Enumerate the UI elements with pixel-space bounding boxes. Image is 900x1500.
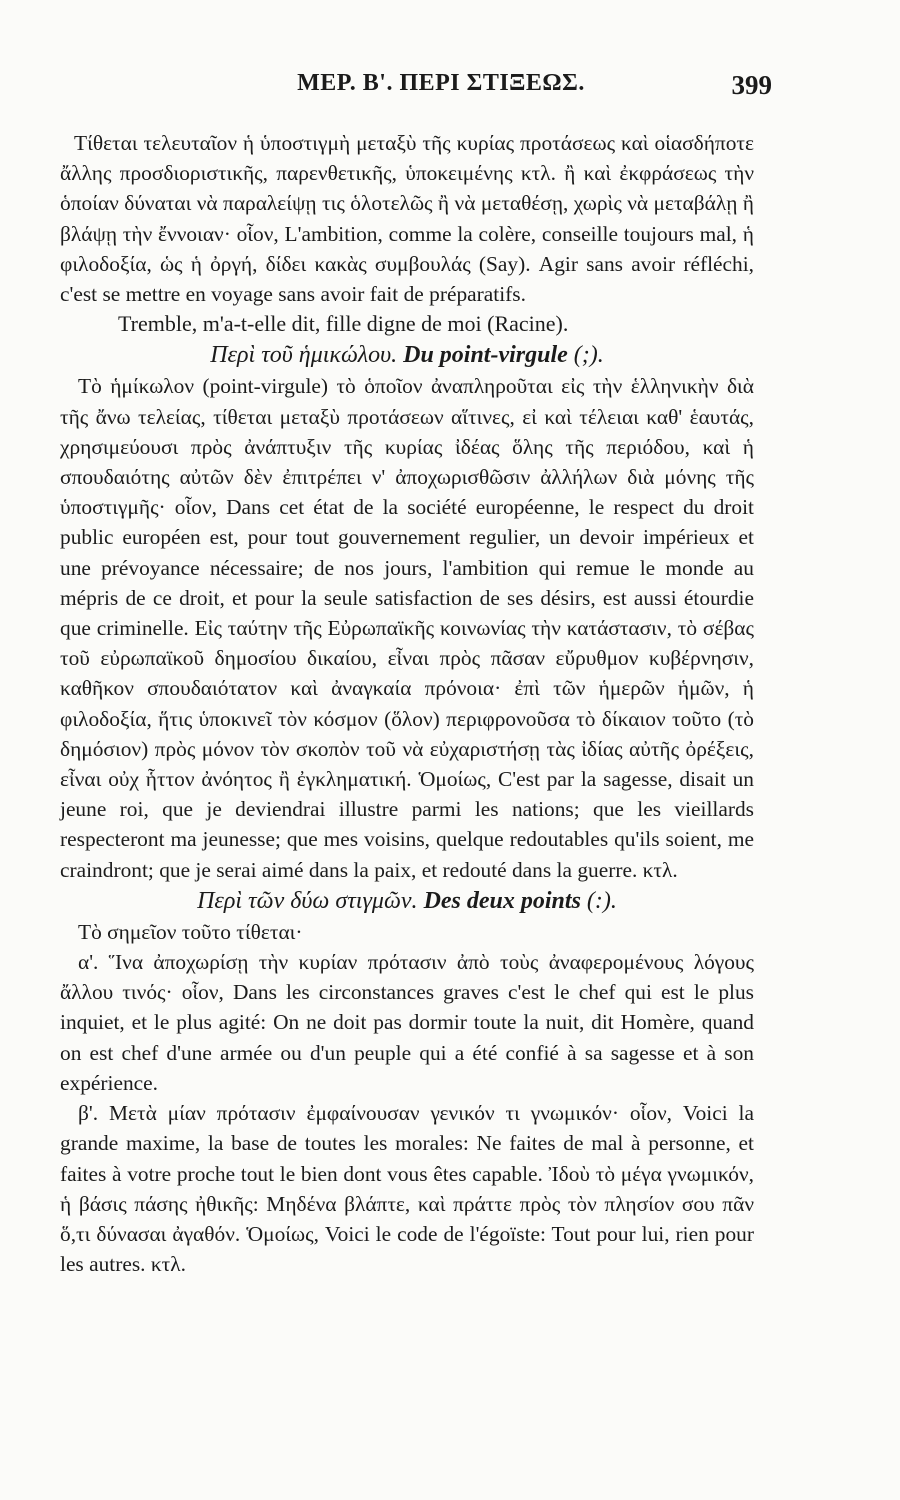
- heading-symbol: (:).: [586, 887, 617, 914]
- heading-greek: Περὶ τοῦ ἡμικώλου.: [210, 342, 398, 369]
- section-heading-semicolon: [60, 339, 754, 371]
- page-header: [110, 70, 772, 110]
- paragraph-2: Τὸ ἡμίκωλον (point-virgule) τὸ ὁποῖον ἀναπληροῦται εἰς τὴν ἑλληνικὴν διὰ τῆς ἄνω τελείας, τίθεται μεταξὺ προτάσεων αἵτινες, εἰ καὶ τέλειαι καθ' ἑαυτάς, χρησιμεύουσι πρὸς ἀνάπτυξιν τῆς κυρίας ἰδέας ὅλης τῆς περιόδου, καὶ ἡ σπουδαιότης αὐτῶν δὲν ἐπιτρέπει ν' ἀποχωρισθῶσιν ἀλλήλων διὰ μόνης τῆς ὑποστιγμῆς· οἷον, Dans cet état de la société européenne, le respect du droit public européen est, pour tout gouvernement regulier, un devoir impérieux et une prévoyance nécessaire; de nos jours, l'ambition qui remue le monde au mépris de ce droit, et pour la seule satisfaction de ses désirs, est aussi étourdie que criminelle. Εἰς ταύτην τῆς Εὐρωπαϊκῆς κοινωνίας τὴν κατάστασιν, τὸ σέβας τοῦ εὐρωπαϊκοῦ δημοσίου δικαίου, εἶναι πρὸς πᾶσαν εὔρυθμον κυβέρνησιν, καθῆκον σπουδαιότατον καὶ ἀναγκαία πρόνοια· ἐπὶ τῶν ἡμερῶν ἡμῶν, ἡ φιλοδοξία, ἥτις ὑποκινεῖ τὸν κόσμον (ὅλον) περιφρονοῦσα τὸ δίκαιον τοῦτο (τὸ δημόσιον) πρὸς μόνον τὸν σκοπὸν τοῦ νὰ εὐχαριστήσῃ τὰς ἰδίας αὐτῆς ὀρέξεις, εἶναι οὐχ ἧττον ἀνόητος ἢ ἐγκληματική. Ὁμοίως, C'est par la sagesse, disait un jeune roi, que je deviendrai illustre parmi les nations; que les vieillards respecteront ma jeunesse; que mes voisins, quelque redoutables qu'ils soient, me craindront; que je serai aimé dans la paix, et redouté dans la guerre. κτλ.: [60, 374, 754, 882]
- verse-quote: Tremble, m'a-t-elle dit, fille digne de moi (Racine).: [118, 311, 569, 337]
- page-number: 399: [731, 70, 772, 100]
- paragraph-4: α'. Ἵνα ἀποχωρίσῃ τὴν κυρίαν πρότασιν ἀπὸ τοὺς ἀναφερομένους λόγους ἄλλου τινός· οἷον, Dans les circonstances graves c'est le chef qui est le plus inquiet, et le plus agité: On ne doit pas dormir toute la nuit, dit Homère, quand on est chef d'une armée ou d'un peuple qui a été confié à sa sagesse et à son expérience.: [60, 950, 754, 1095]
- paragraph-1: Τίθεται τελευταῖον ἡ ὑποστιγμὴ μεταξὺ τῆς κυρίας προτάσεως καὶ οἱασδήποτε ἄλλης προσδιοριστικῆς, παρενθετικῆς, ὑποκειμένης κτλ. ἢ καὶ ἐκφράσεως τὴν ὁποίαν δύναται νὰ παραλείψῃ τις ὁλοτελῶς ἢ νὰ μεταθέσῃ, χωρὶς νὰ μεταβάλῃ ἢ βλάψῃ τὴν ἔννοιαν· οἷον, L'ambition, comme la colère, conseille toujours mal, ἡ φιλοδοξία, ὡς ἡ ὀργή, δίδει κακὰς συμβουλάς (Say). Agir sans avoir réfléchi, c'est se mettre en voyage sans avoir fait de préparatifs.: [60, 131, 754, 307]
- section-heading-colon: [60, 885, 754, 917]
- heading-french: Des deux points: [423, 887, 581, 914]
- paragraph-3: Τὸ σημεῖον τοῦτο τίθεται·: [78, 919, 303, 944]
- running-head: ΜΕΡ. Β'. ΠΕΡΙ ΣΤΙΞΕΩΣ.: [297, 70, 585, 96]
- page-body: [60, 128, 754, 1279]
- heading-symbol: (;).: [573, 342, 604, 369]
- paragraph-5: β'. Μετὰ μίαν πρότασιν ἐμφαίνουσαν γενικόν τι γνωμικόν· οἷον, Voici la grande maxime, la base de toutes les morales: Ne faites de mal à personne, et faites à votre proche tout le bien dont vous êtes capable. Ἰδοὺ τὸ μέγα γνωμικόν, ἡ βάσις πάσης ἠθικῆς: Μηδένα βλάπτε, καὶ πράττε πρὸς τὸν πλησίον σου πᾶν ὅ,τι δύνασαι ἀγαθόν. Ὁμοίως, Voici le code de l'égoïste: Tout pour lui, rien pour les autres. κτλ.: [60, 1101, 754, 1277]
- heading-french: Du point-virgule: [403, 342, 568, 369]
- heading-greek: Περὶ τῶν δύω στιγμῶν.: [197, 887, 418, 914]
